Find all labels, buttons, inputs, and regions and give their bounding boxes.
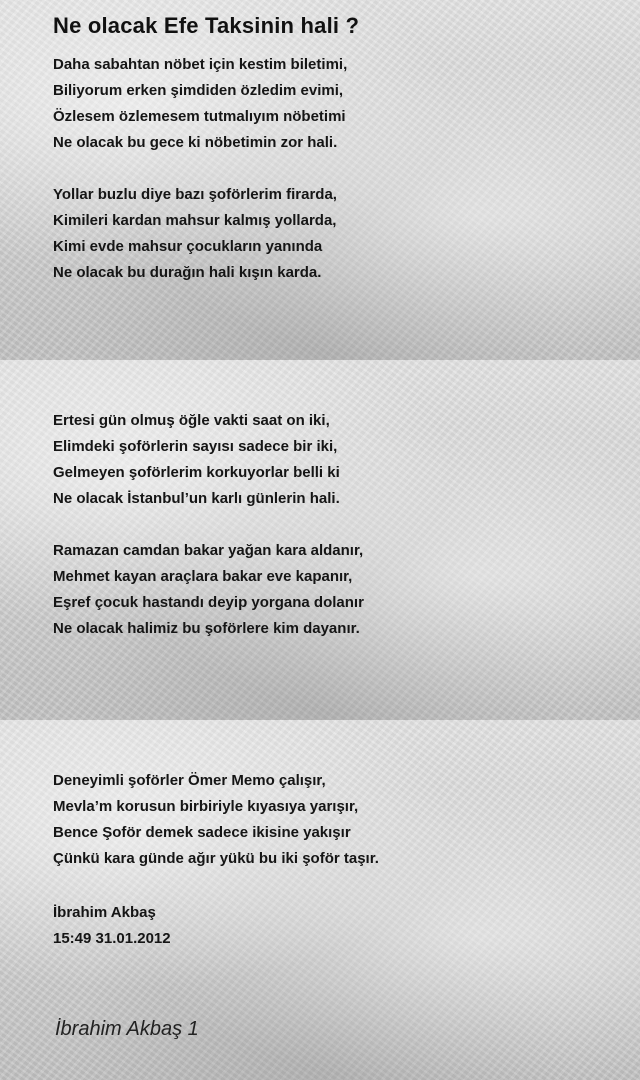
poem-line: Biliyorum erken şimdiden özledim evimi, xyxy=(53,82,344,99)
poem-line: Ertesi gün olmuş öğle vakti saat on iki, xyxy=(53,412,330,429)
poem-line: Yollar buzlu diye bazı şoförlerim firarda, xyxy=(53,186,337,203)
stanza-1 xyxy=(53,52,347,156)
stanza-4 xyxy=(53,538,364,642)
poem-line: Özlesem özlemesem tutmalıyım nöbetimi xyxy=(53,108,346,125)
poem-line: Ne olacak bu durağın hali kışın karda. xyxy=(53,264,322,281)
poem-line: Ne olacak İstanbul’un karlı günlerin hali. xyxy=(53,490,340,507)
poem-line: Kimi evde mahsur çocukların yanında xyxy=(53,238,323,255)
stanza-2 xyxy=(53,182,337,286)
poem-line: Çünkü kara günde ağır yükü bu iki şoför taşır. xyxy=(53,850,379,867)
poem-title: Ne olacak Efe Taksinin hali ? xyxy=(53,13,360,38)
poem-panel-1 xyxy=(0,0,640,360)
poem-line: Gelmeyen şoförlerim korkuyorlar belli ki xyxy=(53,464,340,481)
poem-line: Daha sabahtan nöbet için kestim biletimi, xyxy=(53,56,348,73)
stanza-5 xyxy=(53,768,379,872)
poem-line: Kimileri kardan mahsur kalmış yollarda, xyxy=(53,212,337,229)
author-footer: İbrahim Akbaş 1 xyxy=(55,1018,199,1040)
poem-line: Mehmet kayan araçlara bakar eve kapanır, xyxy=(53,568,353,585)
poem-line: Ne olacak bu gece ki nöbetimin zor hali. xyxy=(53,134,338,151)
stanza-3 xyxy=(53,408,340,512)
poem-line: Elimdeki şoförlerin sayısı sadece bir iki, xyxy=(53,438,338,455)
signature-author: İbrahim Akbaş xyxy=(53,904,156,921)
poem-line: Ne olacak halimiz bu şoförlere kim dayanır. xyxy=(53,620,360,637)
poem-line: Ramazan camdan bakar yağan kara aldanır, xyxy=(53,542,364,559)
poem-line: Mevla’m korusun birbiriyle kıyasıya yarışır, xyxy=(53,798,359,815)
poem-line: Eşref çocuk hastandı deyip yorgana dolanır xyxy=(53,594,364,611)
signature-datetime: 15:49 31.01.2012 xyxy=(53,930,171,947)
poem-panel-3 xyxy=(0,720,640,1080)
poem-line: Bence Şoför demek sadece ikisine yakışır xyxy=(53,824,351,841)
poem-signature xyxy=(53,900,171,952)
poem-line: Deneyimli şoförler Ömer Memo çalışır, xyxy=(53,772,326,789)
poem-panel-2 xyxy=(0,360,640,720)
